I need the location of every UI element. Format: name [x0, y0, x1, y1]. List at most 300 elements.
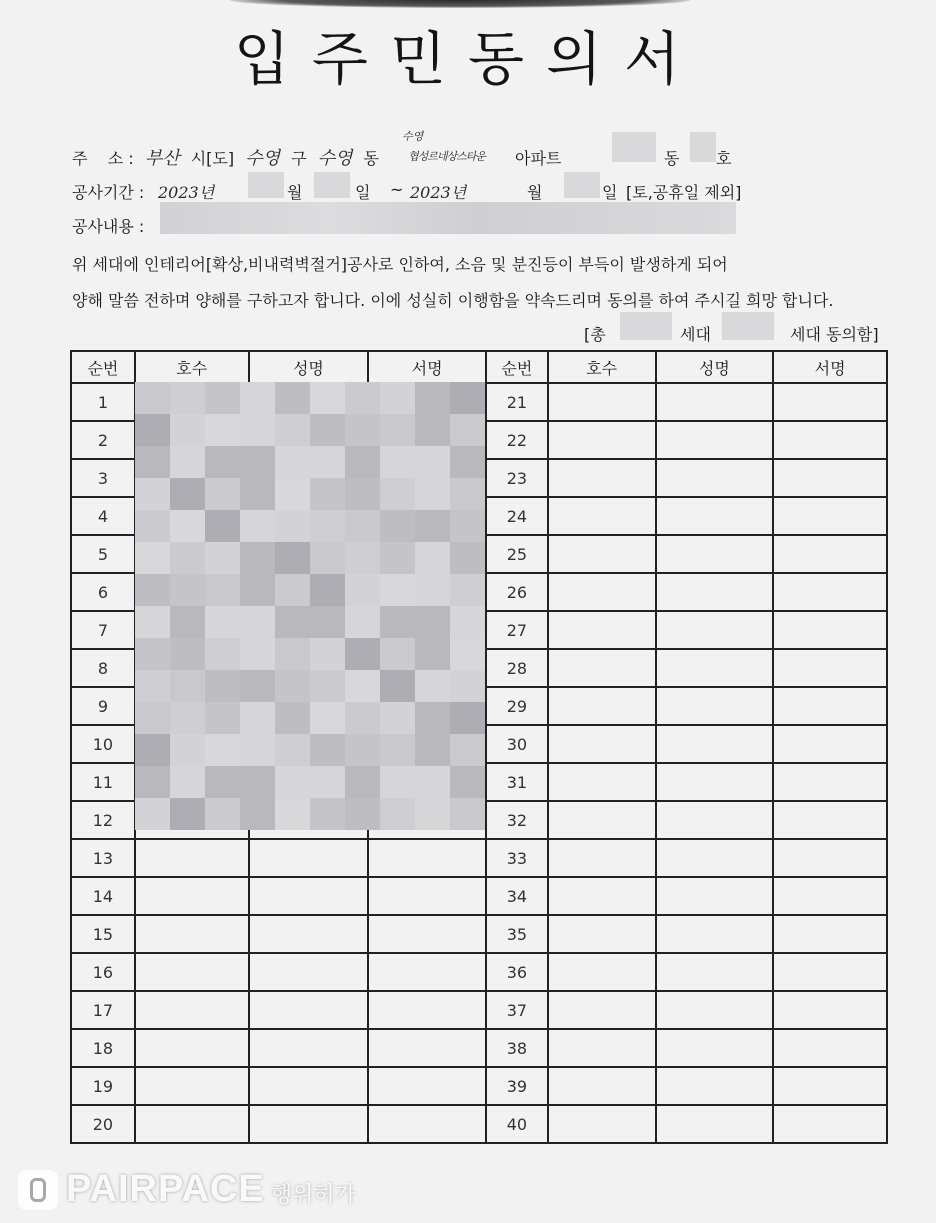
watermark-sub: 행위허가 — [270, 1183, 356, 1208]
mosaic-pixel — [380, 766, 415, 798]
cell-unit-right[interactable] — [548, 1105, 656, 1143]
mosaic-pixel — [380, 446, 415, 478]
cell-name-right[interactable] — [656, 687, 774, 725]
document-title: 입주민동의서 — [233, 25, 703, 93]
mosaic-pixel — [240, 510, 275, 542]
mosaic-pixel — [310, 734, 345, 766]
mosaic-pixel — [135, 510, 170, 542]
mosaic-pixel — [240, 574, 275, 606]
table-row — [71, 1029, 887, 1067]
cell-unit-left[interactable] — [135, 953, 249, 991]
mosaic-pixel — [345, 478, 380, 510]
cell-unit-left[interactable] — [135, 1105, 249, 1143]
cell-unit-right[interactable] — [548, 953, 656, 991]
cell-seq-left: 15 — [71, 915, 135, 953]
period-end-month: 월 — [527, 183, 543, 202]
cell-unit-right[interactable] — [548, 725, 656, 763]
address-apt: 협성르네상스타운 — [408, 150, 486, 163]
mosaic-pixel — [415, 766, 450, 798]
mosaic-pixel — [205, 414, 240, 446]
cell-seq-right: 21 — [486, 383, 548, 421]
redacted-start-month — [248, 172, 284, 198]
cell-seq-right: 27 — [486, 611, 548, 649]
address-gu-suffix: 구 — [291, 149, 307, 168]
cell-name-left[interactable] — [249, 915, 369, 953]
mosaic-pixel — [450, 414, 485, 446]
mosaic-pixel — [415, 798, 450, 830]
cell-seq-left: 7 — [71, 611, 135, 649]
cell-name-right[interactable] — [656, 839, 774, 877]
address-apt-suffix: 아파트 — [515, 149, 562, 168]
cell-unit-left[interactable] — [135, 915, 249, 953]
mosaic-pixel — [380, 414, 415, 446]
cell-unit-right[interactable] — [548, 573, 656, 611]
cell-unit-right[interactable] — [548, 763, 656, 801]
cell-sign-right[interactable] — [773, 497, 887, 535]
period-start-year: 2023년 — [158, 183, 215, 202]
mosaic-pixel — [275, 606, 310, 638]
table-row — [71, 877, 887, 915]
cell-name-right[interactable] — [656, 497, 774, 535]
header-sign-left: 서명 — [368, 351, 486, 383]
period-start-month: 월 — [287, 183, 303, 202]
cell-seq-left: 17 — [71, 991, 135, 1029]
cell-name-right[interactable] — [656, 1067, 774, 1105]
cell-sign-left[interactable] — [368, 1029, 486, 1067]
cell-seq-left: 3 — [71, 459, 135, 497]
cell-unit-left[interactable] — [135, 877, 249, 915]
cell-name-right[interactable] — [656, 535, 774, 573]
cell-seq-right: 30 — [486, 725, 548, 763]
cell-unit-right[interactable] — [548, 383, 656, 421]
mosaic-pixel — [240, 638, 275, 670]
mosaic-pixel — [415, 542, 450, 574]
address-line — [72, 144, 379, 170]
mosaic-pixel — [450, 510, 485, 542]
period-start-day: 일 — [355, 183, 371, 202]
cell-seq-right: 33 — [486, 839, 548, 877]
mosaic-pixel — [450, 574, 485, 606]
cell-sign-right[interactable] — [773, 459, 887, 497]
mosaic-pixel — [240, 542, 275, 574]
mosaic-pixel — [450, 478, 485, 510]
mosaic-pixel — [380, 734, 415, 766]
mosaic-pixel — [205, 478, 240, 510]
mosaic-pixel — [450, 670, 485, 702]
cell-seq-right: 35 — [486, 915, 548, 953]
header-unit-right: 호수 — [548, 351, 656, 383]
mosaic-pixel — [380, 542, 415, 574]
mosaic-pixel — [415, 574, 450, 606]
cell-name-left[interactable] — [249, 839, 369, 877]
cell-sign-right[interactable] — [773, 801, 887, 839]
mosaic-pixel — [170, 574, 205, 606]
mosaic-pixel — [310, 414, 345, 446]
cell-name-right[interactable] — [656, 953, 774, 991]
cell-sign-right[interactable] — [773, 877, 887, 915]
table-row — [71, 915, 887, 953]
mosaic-pixel — [415, 382, 450, 414]
cell-unit-right[interactable] — [548, 915, 656, 953]
cell-unit-right[interactable] — [548, 839, 656, 877]
cell-unit-left[interactable] — [135, 839, 249, 877]
table-row — [71, 953, 887, 991]
cell-name-left[interactable] — [249, 1029, 369, 1067]
mosaic-pixel — [170, 478, 205, 510]
mosaic-pixel — [275, 702, 310, 734]
mosaic-pixel — [380, 606, 415, 638]
mosaic-pixel — [205, 766, 240, 798]
cell-sign-left[interactable] — [368, 953, 486, 991]
body-line-2: 양해 말씀 전하며 양해를 구하고자 합니다. 이에 성실히 이행함을 약속드리며 동의를 하여 주시길 희망 합니다. — [72, 291, 834, 310]
redacted-building — [612, 132, 656, 162]
cell-unit-left[interactable] — [135, 1067, 249, 1105]
mosaic-pixel — [170, 510, 205, 542]
mosaic-pixel — [310, 574, 345, 606]
header-name-right: 성명 — [656, 351, 774, 383]
cell-name-right[interactable] — [656, 801, 774, 839]
cell-name-right[interactable] — [656, 611, 774, 649]
mosaic-pixel — [170, 766, 205, 798]
period-note: [토,공휴일 제외] — [626, 183, 742, 202]
header-unit-left: 호수 — [135, 351, 249, 383]
table-row — [71, 1105, 887, 1143]
mosaic-pixel — [345, 702, 380, 734]
mosaic-pixel — [275, 734, 310, 766]
mosaic-pixel — [380, 638, 415, 670]
mosaic-pixel — [275, 478, 310, 510]
photo-shadow — [230, 0, 690, 8]
mosaic-pixel — [450, 606, 485, 638]
mosaic-pixel — [345, 734, 380, 766]
cell-seq-left: 20 — [71, 1105, 135, 1143]
mosaic-pixel — [415, 734, 450, 766]
cell-name-left[interactable] — [249, 991, 369, 1029]
cell-name-right[interactable] — [656, 725, 774, 763]
table-row — [71, 839, 887, 877]
cell-seq-left: 2 — [71, 421, 135, 459]
mosaic-pixel — [380, 670, 415, 702]
cell-unit-right[interactable] — [548, 497, 656, 535]
mosaic-pixel — [310, 478, 345, 510]
mosaic-pixel — [240, 702, 275, 734]
mosaic-pixel — [170, 702, 205, 734]
cell-sign-right[interactable] — [773, 915, 887, 953]
address-unit-suffix: 호 — [716, 149, 732, 168]
mosaic-pixel — [205, 734, 240, 766]
cell-name-left[interactable] — [249, 1105, 369, 1143]
address-building-suffix: 동 — [664, 149, 680, 168]
mosaic-pixel — [275, 542, 310, 574]
mosaic-pixel — [135, 478, 170, 510]
cell-seq-left: 1 — [71, 383, 135, 421]
mosaic-pixel — [240, 734, 275, 766]
cell-name-left[interactable] — [249, 953, 369, 991]
cell-sign-right[interactable] — [773, 953, 887, 991]
cell-seq-right: 29 — [486, 687, 548, 725]
cell-sign-right[interactable] — [773, 573, 887, 611]
cell-sign-left[interactable] — [368, 877, 486, 915]
mosaic-pixel — [415, 510, 450, 542]
mosaic-pixel — [135, 446, 170, 478]
cell-sign-right[interactable] — [773, 839, 887, 877]
table-row — [71, 991, 887, 1029]
mosaic-pixel — [205, 574, 240, 606]
mosaic-pixel — [240, 670, 275, 702]
mosaic-pixel — [380, 702, 415, 734]
mosaic-pixel — [275, 446, 310, 478]
mosaic-pixel — [170, 606, 205, 638]
mosaic-pixel — [310, 798, 345, 830]
mosaic-pixel — [240, 382, 275, 414]
mosaic-pixel — [345, 382, 380, 414]
mosaic-pixel — [345, 510, 380, 542]
cell-seq-right: 26 — [486, 573, 548, 611]
mosaic-pixel — [345, 798, 380, 830]
mosaic-pixel — [345, 638, 380, 670]
summary-open: [총 — [584, 325, 606, 344]
cell-seq-left: 5 — [71, 535, 135, 573]
cell-seq-left: 13 — [71, 839, 135, 877]
cell-seq-right: 23 — [486, 459, 548, 497]
mosaic-pixel — [310, 382, 345, 414]
mosaic-pixel — [380, 510, 415, 542]
cell-seq-right: 34 — [486, 877, 548, 915]
cell-name-right[interactable] — [656, 763, 774, 801]
cell-seq-right: 36 — [486, 953, 548, 991]
redacted-start-day — [314, 172, 350, 198]
cell-sign-right[interactable] — [773, 421, 887, 459]
mosaic-pixel — [135, 734, 170, 766]
redacted-end-day — [564, 172, 600, 198]
cell-sign-right[interactable] — [773, 991, 887, 1029]
header-seq-right: 순번 — [486, 351, 548, 383]
cell-seq-left: 18 — [71, 1029, 135, 1067]
cell-name-right[interactable] — [656, 649, 774, 687]
mosaic-pixel — [240, 798, 275, 830]
cell-sign-left[interactable] — [368, 1105, 486, 1143]
cell-seq-left: 6 — [71, 573, 135, 611]
mosaic-pixel — [450, 798, 485, 830]
body-line-1: 위 세대에 인테리어[확상,비내력벽절거]공사로 인하여, 소음 및 분진등이 부득이 발생하게 되어 — [72, 255, 728, 274]
cell-seq-right: 31 — [486, 763, 548, 801]
mosaic-pixel — [170, 446, 205, 478]
mosaic-pixel — [310, 702, 345, 734]
mosaic-pixel — [170, 734, 205, 766]
mosaic-pixel — [310, 766, 345, 798]
cell-unit-right[interactable] — [548, 649, 656, 687]
cell-unit-left[interactable] — [135, 1029, 249, 1067]
period-end-year: 2023년 — [410, 183, 467, 202]
cell-name-right[interactable] — [656, 383, 774, 421]
cell-sign-left[interactable] — [368, 991, 486, 1029]
cell-seq-left: 8 — [71, 649, 135, 687]
mosaic-pixel — [205, 638, 240, 670]
mosaic-pixel — [135, 766, 170, 798]
cell-sign-right[interactable] — [773, 535, 887, 573]
mosaic-pixel — [240, 766, 275, 798]
period-end-day: 일 — [602, 183, 618, 202]
mosaic-pixel — [240, 446, 275, 478]
mosaic-pixel — [310, 670, 345, 702]
mosaic-pixel — [275, 766, 310, 798]
cell-unit-right[interactable] — [548, 459, 656, 497]
mosaic-pixel — [310, 510, 345, 542]
mosaic-pixel — [205, 446, 240, 478]
mosaic-pixel — [170, 670, 205, 702]
address-city: 부산 — [144, 148, 180, 169]
mosaic-pixel — [450, 542, 485, 574]
cell-unit-right[interactable] — [548, 991, 656, 1029]
mosaic-pixel — [170, 798, 205, 830]
cell-name-right[interactable] — [656, 915, 774, 953]
cell-sign-right[interactable] — [773, 649, 887, 687]
cell-sign-right[interactable] — [773, 1067, 887, 1105]
mosaic-pixel — [170, 542, 205, 574]
mosaic-pixel — [135, 414, 170, 446]
mosaic-pixel — [450, 638, 485, 670]
mosaic-pixel — [345, 414, 380, 446]
cell-sign-right[interactable] — [773, 1029, 887, 1067]
cell-seq-left: 16 — [71, 953, 135, 991]
cell-unit-right[interactable] — [548, 535, 656, 573]
mosaic-pixel — [415, 670, 450, 702]
header-sign-right: 서명 — [773, 351, 887, 383]
mosaic-pixel — [170, 638, 205, 670]
mosaic-pixel — [380, 478, 415, 510]
cell-seq-right: 37 — [486, 991, 548, 1029]
mosaic-pixel — [135, 574, 170, 606]
cell-sign-right[interactable] — [773, 383, 887, 421]
mosaic-pixel — [135, 606, 170, 638]
redacted-total — [620, 312, 672, 340]
cell-sign-left[interactable] — [368, 1067, 486, 1105]
mosaic-pixel — [135, 670, 170, 702]
mosaic-pixel — [450, 702, 485, 734]
mosaic-pixel — [240, 478, 275, 510]
mosaic-pixel — [205, 702, 240, 734]
cell-seq-right: 22 — [486, 421, 548, 459]
cell-name-right[interactable] — [656, 421, 774, 459]
cell-name-right[interactable] — [656, 991, 774, 1029]
cell-sign-right[interactable] — [773, 763, 887, 801]
mosaic-pixel — [345, 446, 380, 478]
cell-name-right[interactable] — [656, 1029, 774, 1067]
cell-name-right[interactable] — [656, 877, 774, 915]
address-dong: 수영 — [317, 148, 353, 169]
brand-logo-icon — [18, 1170, 58, 1210]
mosaic-pixel — [415, 702, 450, 734]
mosaic-pixel — [450, 766, 485, 798]
mosaic-pixel — [380, 382, 415, 414]
cell-sign-left[interactable] — [368, 915, 486, 953]
address-gu: 수영 — [245, 148, 280, 169]
cell-seq-right: 24 — [486, 497, 548, 535]
cell-unit-right[interactable] — [548, 421, 656, 459]
redacted-signatures — [135, 382, 485, 830]
mosaic-pixel — [345, 542, 380, 574]
mosaic-pixel — [170, 382, 205, 414]
mosaic-pixel — [205, 606, 240, 638]
cell-name-left[interactable] — [249, 1067, 369, 1105]
cell-seq-left: 14 — [71, 877, 135, 915]
cell-sign-right[interactable] — [773, 611, 887, 649]
cell-unit-right[interactable] — [548, 611, 656, 649]
table-row — [71, 1067, 887, 1105]
cell-unit-right[interactable] — [548, 1067, 656, 1105]
mosaic-pixel — [205, 542, 240, 574]
cell-sign-right[interactable] — [773, 687, 887, 725]
address-dong-suffix: 동 — [363, 149, 379, 168]
mosaic-pixel — [415, 446, 450, 478]
cell-name-right[interactable] — [656, 459, 774, 497]
address-city-suffix: 시[도] — [190, 149, 235, 168]
mosaic-pixel — [275, 798, 310, 830]
mosaic-pixel — [415, 606, 450, 638]
cell-seq-left: 12 — [71, 801, 135, 839]
cell-name-right[interactable] — [656, 573, 774, 611]
watermark-brand: PAIRPACE — [66, 1168, 265, 1210]
cell-sign-left[interactable] — [368, 839, 486, 877]
redacted-unit — [690, 132, 716, 162]
cell-seq-left: 9 — [71, 687, 135, 725]
mosaic-pixel — [310, 446, 345, 478]
header-name-left: 성명 — [249, 351, 369, 383]
period-label: 공사기간 : — [72, 183, 145, 202]
cell-seq-right: 40 — [486, 1105, 548, 1143]
mosaic-pixel — [240, 606, 275, 638]
cell-unit-right[interactable] — [548, 877, 656, 915]
cell-unit-right[interactable] — [548, 687, 656, 725]
mosaic-pixel — [415, 638, 450, 670]
summary-mid: 세대 — [680, 325, 711, 344]
cell-name-left[interactable] — [249, 877, 369, 915]
mosaic-pixel — [380, 574, 415, 606]
mosaic-pixel — [310, 638, 345, 670]
cell-unit-left[interactable] — [135, 991, 249, 1029]
table-header-row — [71, 351, 887, 383]
cell-seq-right: 25 — [486, 535, 548, 573]
mosaic-pixel — [135, 702, 170, 734]
mosaic-pixel — [135, 638, 170, 670]
redacted-content — [160, 202, 736, 234]
content-label: 공사내용 : — [72, 217, 145, 236]
cell-seq-left: 19 — [71, 1067, 135, 1105]
mosaic-pixel — [345, 670, 380, 702]
cell-name-right[interactable] — [656, 1105, 774, 1143]
cell-sign-right[interactable] — [773, 1105, 887, 1143]
mosaic-pixel — [415, 414, 450, 446]
mosaic-pixel — [135, 542, 170, 574]
cell-sign-right[interactable] — [773, 725, 887, 763]
cell-seq-left: 4 — [71, 497, 135, 535]
mosaic-pixel — [450, 734, 485, 766]
mosaic-pixel — [240, 414, 275, 446]
cell-unit-right[interactable] — [548, 801, 656, 839]
mosaic-pixel — [170, 414, 205, 446]
cell-unit-right[interactable] — [548, 1029, 656, 1067]
watermark — [18, 1168, 356, 1211]
mosaic-pixel — [450, 382, 485, 414]
cell-seq-left: 10 — [71, 725, 135, 763]
mosaic-pixel — [275, 382, 310, 414]
mosaic-pixel — [275, 510, 310, 542]
cell-seq-right: 32 — [486, 801, 548, 839]
cell-seq-right: 38 — [486, 1029, 548, 1067]
mosaic-pixel — [345, 766, 380, 798]
mosaic-pixel — [450, 446, 485, 478]
header-seq-left: 순번 — [71, 351, 135, 383]
